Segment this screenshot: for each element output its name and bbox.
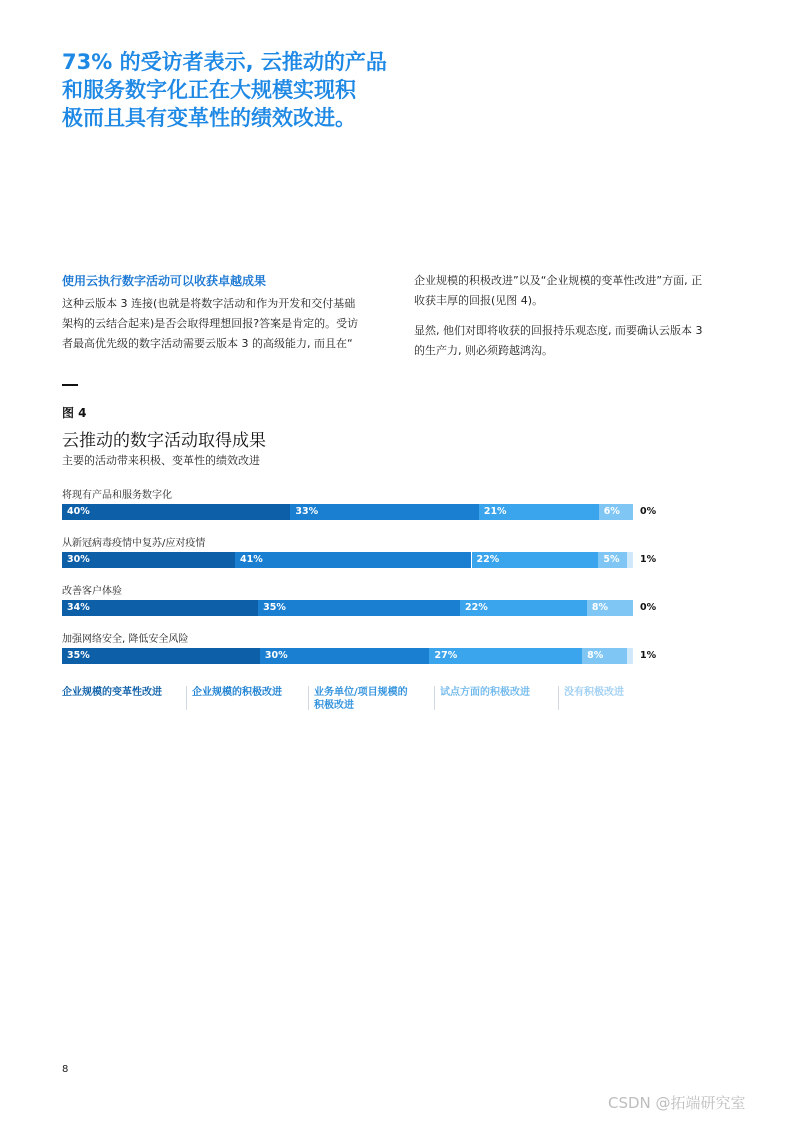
segment-value-label: 40% (67, 506, 90, 517)
bar-segment (599, 504, 633, 520)
bar-segment (62, 648, 260, 664)
section-title: 使用云执行数字活动可以收获卓越成果 (62, 274, 267, 288)
legend-text: 企业规模的积极改进 (192, 687, 282, 698)
segment-value-label: 33% (295, 506, 319, 517)
right-paragraph-1 (414, 271, 739, 311)
headline-line: 73% 的受访者表示, 云推动的产品 (62, 50, 387, 74)
row-end-value: 1% (640, 554, 657, 565)
legend-item (314, 686, 408, 712)
bar-segment (582, 648, 627, 664)
legend-text: 试点方面的积极改进 (440, 687, 530, 698)
figure-divider (62, 384, 78, 386)
bar-track (62, 648, 633, 664)
segment-value-label: 22% (476, 554, 500, 565)
body-line: 架构的云结合起来)是否会取得理想回报?答案是肯定的。受访 (62, 317, 359, 330)
legend-text: 没有积极改进 (564, 687, 624, 698)
segment-value-label: 34% (67, 602, 90, 613)
legend-text: 积极改进 (314, 700, 354, 711)
bar-segment (62, 600, 258, 616)
body-line: 的生产力, 则必须跨越鸿沟。 (414, 344, 553, 357)
legend-separator (308, 686, 309, 710)
bar-segment (258, 600, 460, 616)
figure-subtitle: 主要的活动带来积极、变革性的绩效改进 (62, 454, 260, 467)
segment-value-label: 8% (591, 602, 608, 613)
bar-segment (62, 552, 235, 568)
segment-value-label: 8% (587, 650, 604, 661)
segment-value-label: 30% (264, 650, 288, 661)
bar-segment (627, 648, 633, 664)
row-end-value: 0% (640, 506, 657, 517)
body-line: 者最高优先级的数字活动需要云版本 3 的高级能力, 而且在“ (62, 337, 353, 350)
category-label: 将现有产品和服务数字化 (62, 490, 172, 501)
legend-separator (434, 686, 435, 710)
bar-segment (235, 552, 471, 568)
page-number: 8 (62, 1064, 69, 1075)
segment-value-label: 5% (603, 554, 620, 565)
bar-segment (598, 552, 627, 568)
figure-title: 云推动的数字活动取得成果 (62, 431, 266, 451)
bar-segment (62, 504, 290, 520)
segment-value-label: 35% (263, 602, 286, 613)
left-column (62, 294, 382, 354)
bar-segment (429, 648, 582, 664)
legend-item (192, 686, 282, 699)
category-label: 从新冠病毒疫情中复苏/应对疫情 (62, 538, 206, 549)
segment-value-label: 35% (67, 650, 90, 661)
right-column (414, 271, 739, 371)
watermark: CSDN @拓端研究室 (608, 1094, 746, 1112)
bar-segment (472, 552, 599, 568)
legend-item (62, 686, 162, 699)
segment-value-label: 30% (67, 554, 90, 565)
headline-line: 极而且具有变革性的绩效改进。 (62, 106, 356, 130)
legend-separator (558, 686, 559, 710)
body-line: 显然, 他们对即将收获的回报持乐观态度, 而要确认云版本 3 (414, 324, 703, 337)
segment-value-label: 6% (603, 506, 620, 517)
legend-separator (186, 686, 187, 710)
legend-text: 业务单位/项目规模的 (314, 687, 408, 698)
bar-segment (260, 648, 430, 664)
figure-label: 图 4 (62, 406, 87, 420)
segment-value-label: 27% (434, 650, 458, 661)
legend-item (440, 686, 530, 699)
body-line: 这种云版本 3 连接(也就是将数字活动和作为开发和交付基础 (62, 297, 356, 310)
legend-text: 企业规模的变革性改进 (62, 687, 162, 698)
segment-value-label: 22% (464, 602, 488, 613)
segment-value-label: 21% (483, 506, 507, 517)
headline (62, 48, 392, 132)
body-line: 收获丰厚的回报(见图 4)。 (414, 294, 544, 307)
bar-segment (479, 504, 599, 520)
bar-segment (460, 600, 587, 616)
segment-value-label: 41% (240, 554, 263, 565)
category-label: 改善客户体验 (62, 586, 122, 597)
bar-segment (587, 600, 633, 616)
stacked-bar-chart (62, 486, 682, 676)
bar-track (62, 552, 633, 568)
right-paragraph-2 (414, 321, 739, 361)
bar-segment (290, 504, 478, 520)
bar-track (62, 504, 633, 520)
headline-line: 和服务数字化正在大规模实现积 (62, 78, 356, 102)
body-line: 企业规模的积极改进”以及“企业规模的变革性改进”方面, 正 (414, 274, 703, 287)
row-end-value: 0% (640, 602, 657, 613)
bar-segment (627, 552, 633, 568)
chart-legend (62, 686, 642, 716)
category-label: 加强网络安全, 降低安全风险 (62, 634, 189, 645)
bar-track (62, 600, 633, 616)
row-end-value: 1% (640, 650, 657, 661)
legend-item (564, 686, 624, 699)
